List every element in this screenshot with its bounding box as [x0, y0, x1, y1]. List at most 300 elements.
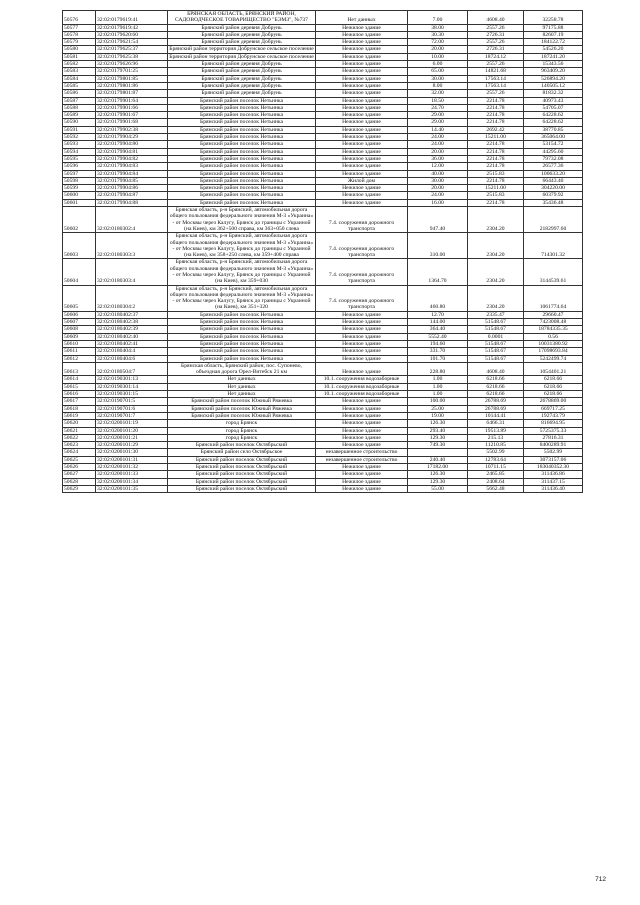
address-cell: Брянский район территория Добрунское сельское поселение	[169, 53, 314, 60]
cadastral-value-cell: 816694.95	[524, 420, 583, 427]
cadastral-number-cell: 32:02:0190701:5	[96, 398, 168, 405]
address-cell: Нет данных	[168, 376, 316, 383]
unit-value-cell: 4608.40	[468, 362, 524, 376]
row-number-cell: 50622	[63, 434, 96, 441]
cadastral-value-cell: 32258.78	[524, 11, 583, 25]
table-row	[63, 68, 583, 75]
row-number-cell: 50593	[63, 141, 96, 148]
object-type-cell: Нежилое здание	[316, 134, 408, 141]
row-number-cell: 50595	[63, 155, 96, 162]
row-number-cell: 50597	[63, 170, 96, 177]
object-type-cell: Нежилое здание	[316, 485, 408, 492]
object-type-cell: Нежилое здание	[316, 442, 408, 449]
address-cell: Нет данных	[168, 383, 316, 390]
cadastral-value-cell: 82607.19	[524, 31, 583, 38]
cadastral-number-cell: 32:02:0180303:3	[96, 233, 168, 259]
cadastral-value-cell: 1061774.64	[524, 285, 583, 311]
cadastral-number-cell: 32:02:0179904:85	[96, 177, 168, 184]
table-row	[63, 333, 583, 340]
address-cell: Брянская область, р-н Брянский, автомобильная дорога общего пользования федерального значения М-3 «Украина» - от Москвы через Калугу, Брянск до границы с Украиной (на Киев), км 351+320	[168, 285, 316, 311]
address-cell: Брянский район поселок Октябрьский	[168, 485, 316, 492]
object-type-cell: Нежилое здание	[316, 104, 408, 111]
unit-value-cell: 4608.40	[468, 11, 524, 25]
area-cell: 100.00	[408, 398, 468, 405]
cadastral-value-cell: 7423008.48	[524, 319, 583, 326]
cadastral-number-cell: 32:02:0179901:66	[96, 104, 168, 111]
area-cell	[408, 449, 468, 456]
cadastral-number-cell: 32:02:0179626:96	[96, 61, 168, 68]
area-cell: 293.40	[408, 427, 468, 434]
cadastral-value-cell: 54526.20	[524, 46, 583, 53]
cadastral-value-cell: 54705.07	[524, 104, 583, 111]
area-cell: 12.70	[408, 311, 468, 318]
cadastral-number-cell: 32:02:0180402:39	[96, 326, 168, 333]
cadastral-value-cell: 183040352.30	[524, 464, 583, 471]
unit-value-cell: 5502.99	[468, 449, 524, 456]
cadastral-number-cell: 32:02:0200101:33	[96, 471, 168, 478]
row-number-cell: 50578	[63, 31, 96, 38]
row-number-cell: 50627	[63, 471, 96, 478]
address-cell: Брянский район поселок Нетьинка	[168, 112, 316, 119]
table-row	[63, 405, 583, 412]
unit-value-cell: 10711.15	[468, 464, 524, 471]
cadastral-number-cell: 32:02:0179904:29	[96, 134, 168, 141]
address-cell: город Брянск	[168, 427, 316, 434]
object-type-cell: Нежилое здание	[316, 319, 408, 326]
address-cell: Брянский район поселок Октябрьский	[168, 464, 316, 471]
row-number-cell: 50623	[63, 442, 96, 449]
cadastral-value-cell: 27816.31	[524, 434, 583, 441]
table-row	[63, 207, 583, 233]
table-row	[63, 11, 583, 25]
table-row	[63, 46, 583, 53]
area-cell: 1364.70	[408, 259, 468, 285]
cadastral-number-cell: 32:02:0180402:41	[96, 340, 168, 347]
table-row	[63, 456, 583, 463]
address-cell: Брянский район поселок Октябрьский	[168, 478, 316, 485]
unit-value-cell: 6466.31	[468, 420, 524, 427]
object-type-cell: Нежилое здание	[316, 192, 408, 199]
address-cell: город Брянск	[168, 420, 316, 427]
area-cell: 18.50	[408, 97, 468, 104]
table-row	[63, 442, 583, 449]
row-number-cell: 50610	[63, 340, 96, 347]
area-cell: 14.40	[408, 126, 468, 133]
object-type-cell: 10.1. сооружения водозаборные	[316, 391, 408, 398]
cadastral-value-cell: 526894.20	[524, 75, 583, 82]
table-row	[63, 383, 583, 390]
unit-value-cell: 11210.85	[468, 442, 524, 449]
area-cell: 7.00	[408, 11, 468, 25]
cadastral-number-cell: 32:02:0190301:14	[96, 383, 168, 390]
table-row	[63, 362, 583, 376]
address-cell: Брянский район поселок Нетьинка	[168, 348, 316, 355]
unit-value-cell: 2557.26	[468, 61, 524, 68]
object-type-cell: Нежилое здание	[316, 31, 408, 38]
unit-value-cell: 2408.64	[468, 478, 524, 485]
address-cell: Брянский район деревня Добрунь	[168, 68, 316, 75]
address-cell: Брянский район поселок Нетьинка	[168, 141, 316, 148]
cadastral-number-cell: 32:02:0179904:86	[96, 185, 168, 192]
row-number-cell: 50626	[63, 464, 96, 471]
cadastral-value-cell: 64228.62	[524, 119, 583, 126]
row-number-cell: 50581	[63, 53, 96, 60]
object-type-cell: Нежилое здание	[316, 362, 408, 376]
area-cell: 240.40	[408, 456, 468, 463]
address-cell: Брянский район деревня Добрунь	[168, 75, 316, 82]
row-number-cell: 50585	[63, 82, 96, 89]
object-type-cell: Нежилое здание	[316, 24, 408, 31]
row-number-cell: 50605	[63, 285, 96, 311]
row-number-cell: 50604	[63, 259, 96, 285]
row-number-cell: 50590	[63, 119, 96, 126]
area-cell: 24.00	[408, 141, 468, 148]
address-cell: Брянская область, р-н Брянский, автомобильная дорога общего пользования федерального значения М-3 «Украина» - от Москвы через Калугу, Брянск до границы с Украиной (на Киев), км 362+500 справа, км 363+050 слева	[168, 207, 316, 233]
row-number-cell: 50613	[63, 362, 96, 376]
cadastral-value-cell: 184122.72	[524, 39, 583, 46]
object-type-cell: 7.4. сооружения дорожного транспорта	[316, 259, 408, 285]
object-type-cell: Нежилое здание	[316, 471, 408, 478]
area-cell: 25.00	[408, 405, 468, 412]
address-cell: Брянский район поселок Октябрьский	[168, 471, 316, 478]
row-number-cell: 50612	[63, 355, 96, 362]
row-number-cell: 50602	[63, 207, 96, 233]
cadastral-number-cell: 32:02:0200101:21	[96, 434, 168, 441]
object-type-cell: Нежилое здание	[316, 46, 408, 53]
address-cell: Брянская область, р-н Брянский, автомобильная дорога общего пользования федерального значения М-3 «Украина» - от Москвы через Калугу, Брянск до границы с Украиной (на Киев), км 358+250 слева, км 359+400 справа	[168, 233, 316, 259]
cadastral-number-cell: 32:02:0179901:67	[96, 112, 168, 119]
area-cell: 36.00	[408, 155, 468, 162]
object-type-cell: Нежилое здание	[316, 427, 408, 434]
row-number-cell: 50603	[63, 233, 96, 259]
row-number-cell: 50596	[63, 163, 96, 170]
object-type-cell: Нежилое здание	[316, 405, 408, 412]
table-row	[63, 126, 583, 133]
area-cell: 749.30	[408, 442, 468, 449]
row-number-cell: 50618	[63, 405, 96, 412]
row-number-cell: 50588	[63, 104, 96, 111]
row-number-cell: 50628	[63, 478, 96, 485]
unit-value-cell: 2726.31	[468, 31, 524, 38]
row-number-cell: 50625	[63, 456, 96, 463]
address-cell: Брянский район поселок Нетьинка	[168, 355, 316, 362]
table-row	[63, 192, 583, 199]
table-row	[63, 112, 583, 119]
cadastral-number-cell: 32:02:0190301:15	[96, 391, 168, 398]
cadastral-value-cell: 10031380.92	[524, 340, 583, 347]
cadastral-value-cell: 187241.20	[524, 53, 583, 60]
object-type-cell: Жилой дом	[316, 177, 408, 184]
unit-value-cell: 51548.67	[468, 340, 524, 347]
unit-value-cell: 2692.42	[468, 126, 524, 133]
page-number: 712	[595, 876, 606, 883]
unit-value-cell: 6218.66	[468, 383, 524, 390]
cadastral-number-cell: 32:02:0179904:82	[96, 155, 168, 162]
table-row	[63, 340, 583, 347]
cadastral-value-cell: 35436.48	[524, 199, 583, 206]
area-cell: 30.00	[408, 75, 468, 82]
cadastral-number-cell: 32:02:0179904:88	[96, 199, 168, 206]
address-cell: Брянский район поселок Нетьинка	[168, 199, 316, 206]
address-cell: Брянский район деревня Добрунь	[168, 24, 316, 31]
cadastral-value-cell: 311437.15	[524, 478, 583, 485]
address-cell: Брянский район село Октябрьское	[168, 449, 316, 456]
table-row	[63, 199, 583, 206]
row-number-cell: 50600	[63, 192, 96, 199]
address-cell: БРЯНСКАЯ ОБЛАСТЬ, БРЯНСКИЙ РАЙОН, САДОВОДЧЕСКОЕ ТОВАРИЩЕСТВО "БЭМЗ", №737	[168, 11, 316, 25]
area-cell: 29.00	[408, 119, 468, 126]
address-cell: Брянский район поселок Нетьинка	[168, 311, 316, 318]
cadastral-number-cell: 32:02:0200101:35	[96, 485, 168, 492]
table-row	[63, 355, 583, 362]
row-number-cell: 50606	[63, 311, 96, 318]
cadastral-table	[62, 10, 583, 493]
table-row	[63, 427, 583, 434]
unit-value-cell: 2515.83	[468, 192, 524, 199]
table-row	[63, 319, 583, 326]
address-cell: Брянская область, Брянский район, пос. Супонево, объездная дорога Орел-Витебск 21 км	[168, 362, 316, 376]
cadastral-number-cell: 32:02:0180402:40	[96, 333, 168, 340]
address-cell: Брянский район поселок Нетьинка	[168, 192, 316, 199]
unit-value-cell: 15211.00	[468, 134, 524, 141]
cadastral-value-cell: 0.56	[524, 333, 583, 340]
area-cell: 19.00	[408, 412, 468, 419]
object-type-cell: Нежилое здание	[316, 434, 408, 441]
cadastral-number-cell: 32:02:0179625:37	[96, 46, 168, 53]
object-type-cell: Нежилое здание	[316, 398, 408, 405]
cadastral-number-cell: 32:02:0179904:87	[96, 192, 168, 199]
area-cell: 17182.00	[408, 464, 468, 471]
row-number-cell: 50576	[63, 11, 96, 25]
area-cell: 20.00	[408, 185, 468, 192]
object-type-cell: Нежилое здание	[316, 170, 408, 177]
unit-value-cell: 2214.78	[468, 97, 524, 104]
cadastral-number-cell: 32:02:0180504:7	[96, 362, 168, 376]
address-cell: Брянский район деревня Добрунь	[168, 82, 316, 89]
area-cell: 65.00	[408, 68, 468, 75]
unit-value-cell: 2557.26	[468, 90, 524, 97]
object-type-cell: Нежилое здание	[316, 478, 408, 485]
address-cell: Брянский район поселок Нетьинка	[168, 155, 316, 162]
unit-value-cell: 2465.85	[468, 471, 524, 478]
table-row	[63, 311, 583, 318]
table-row	[63, 449, 583, 456]
address-cell: Брянский район поселок Нетьинка	[168, 148, 316, 155]
object-type-cell: Нежилое здание	[316, 464, 408, 471]
unit-value-cell: 12783.64	[468, 456, 524, 463]
table-row	[63, 434, 583, 441]
cadastral-value-cell: 17098693.84	[524, 348, 583, 355]
cadastral-number-cell: 32:02:0179625:38	[96, 53, 168, 60]
cadastral-value-cell: 669717.25	[524, 405, 583, 412]
object-type-cell: Нежилое здание	[316, 163, 408, 170]
object-type-cell: Нежилое здание	[316, 53, 408, 60]
row-number-cell: 50608	[63, 326, 96, 333]
table-row	[63, 155, 583, 162]
row-number-cell: 50621	[63, 427, 96, 434]
object-type-cell: 7.4. сооружения дорожного транспорта	[316, 207, 408, 233]
table-row	[63, 61, 583, 68]
unit-value-cell: 5662.48	[468, 485, 524, 492]
address-cell: Брянский район поселок Нетьинка	[168, 177, 316, 184]
row-number-cell: 50609	[63, 333, 96, 340]
address-cell: Брянский район поселок Октябрьский	[168, 442, 316, 449]
area-cell: 24.00	[408, 192, 468, 199]
cadastral-value-cell: 60379.92	[524, 192, 583, 199]
cadastral-value-cell: 3144539.61	[524, 259, 583, 285]
unit-value-cell: 2515.83	[468, 170, 524, 177]
address-cell: Брянский район поселок Нетьинка	[168, 134, 316, 141]
row-number-cell: 50577	[63, 24, 96, 31]
object-type-cell: 10.1. сооружения водозаборные	[316, 383, 408, 390]
table-row	[63, 104, 583, 111]
cadastral-number-cell: 32:02:0200101:30	[96, 449, 168, 456]
cadastral-number-cell: 32:02:0179904:83	[96, 163, 168, 170]
address-cell: Брянский район поселок Октябрьский	[168, 456, 316, 463]
cadastral-number-cell: 32:02:0190701:7	[96, 412, 168, 419]
unit-value-cell: 2335.47	[468, 311, 524, 318]
address-cell: Брянский район поселок Южный Ряжевка	[168, 412, 316, 419]
cadastral-number-cell: 32:02:0180303:4	[96, 259, 168, 285]
object-type-cell: Нежилое здание	[316, 82, 408, 89]
area-cell: 10.00	[408, 53, 468, 60]
area-cell: 40.00	[408, 170, 468, 177]
cadastral-number-cell: 32:02:0179801:86	[96, 82, 168, 89]
object-type-cell: Нежилое здание	[316, 355, 408, 362]
cadastral-number-cell: 32:02:0190701:6	[96, 405, 168, 412]
area-cell: 55.00	[408, 485, 468, 492]
table-row	[63, 177, 583, 184]
area-cell: 129.30	[408, 478, 468, 485]
row-number-cell: 50624	[63, 449, 96, 456]
cadastral-value-cell: 311436.86	[524, 471, 583, 478]
row-number-cell: 50620	[63, 420, 96, 427]
area-cell: 38.00	[408, 24, 468, 31]
table-row	[63, 391, 583, 398]
cadastral-number-cell: 32:02:0180402:37	[96, 311, 168, 318]
cadastral-value-cell: 81832.32	[524, 90, 583, 97]
address-cell: Брянский район поселок Нетьинка	[168, 97, 316, 104]
area-cell: 460.80	[408, 285, 468, 311]
table-row	[63, 148, 583, 155]
cadastral-value-cell: 38770.85	[524, 126, 583, 133]
row-number-cell: 50592	[63, 134, 96, 141]
address-cell: Брянский район деревня Добрунь	[168, 61, 316, 68]
unit-value-cell: 51548.67	[468, 355, 524, 362]
address-cell: Брянский район поселок Нетьинка	[168, 319, 316, 326]
cadastral-value-cell: 15343.56	[524, 61, 583, 68]
object-type-cell: 10.1. сооружения водозаборные	[316, 376, 408, 383]
address-cell: Брянский район поселок Нетьинка	[168, 126, 316, 133]
unit-value-cell: 19513.89	[468, 427, 524, 434]
row-number-cell: 50611	[63, 348, 96, 355]
object-type-cell: Нежилое здание	[316, 155, 408, 162]
table-row	[63, 90, 583, 97]
row-number-cell: 50615	[63, 383, 96, 390]
table-row	[63, 24, 583, 31]
table-row	[63, 420, 583, 427]
object-type-cell: Нежилое здание	[316, 185, 408, 192]
unit-value-cell: 51548.67	[468, 319, 524, 326]
unit-value-cell: 6218.66	[468, 391, 524, 398]
cadastral-number-cell: 32:02:0180404:6	[96, 355, 168, 362]
unit-value-cell: 2304.20	[468, 233, 524, 259]
cadastral-value-cell: 3073157.06	[524, 456, 583, 463]
area-cell: 101.70	[408, 355, 468, 362]
cadastral-value-cell: 2678869.00	[524, 398, 583, 405]
cadastral-number-cell: 32:02:0179904:84	[96, 170, 168, 177]
cadastral-value-cell: 1054401.21	[524, 362, 583, 376]
object-type-cell: Нежилое здание	[316, 126, 408, 133]
object-type-cell: Нет данных	[316, 11, 408, 25]
unit-value-cell: 2214.78	[468, 141, 524, 148]
unit-value-cell: 15211.00	[468, 185, 524, 192]
object-type-cell: Нежилое здание	[316, 420, 408, 427]
area-cell: 5552.40	[408, 333, 468, 340]
cadastral-value-cell: 29660.47	[524, 311, 583, 318]
cadastral-number-cell: 32:02:0179701:25	[96, 68, 168, 75]
cadastral-value-cell: 304220.00	[524, 185, 583, 192]
table-row	[63, 464, 583, 471]
cadastral-value-cell: 192743.79	[524, 412, 583, 419]
unit-value-cell: 26788.69	[468, 405, 524, 412]
cadastral-value-cell: 140505.12	[524, 82, 583, 89]
address-cell: Брянский район деревня Добрунь	[168, 31, 316, 38]
unit-value-cell: 2304.20	[468, 285, 524, 311]
area-cell: 947.40	[408, 207, 468, 233]
unit-value-cell: 6218.66	[468, 376, 524, 383]
area-cell: 16.00	[408, 199, 468, 206]
document-page	[62, 10, 582, 493]
area-cell: 310.00	[408, 233, 468, 259]
cadastral-value-cell: 6218.66	[524, 391, 583, 398]
cadastral-value-cell: 963409.20	[524, 68, 583, 75]
cadastral-number-cell: 32:02:0179619:42	[96, 24, 168, 31]
address-cell: Брянский район поселок Нетьинка	[168, 185, 316, 192]
table-row	[63, 82, 583, 89]
area-cell: 228.80	[408, 362, 468, 376]
unit-value-cell: 0.0001	[468, 333, 524, 340]
table-row	[63, 398, 583, 405]
cadastral-number-cell: 32:02:0200101:29	[96, 442, 168, 449]
table-row	[63, 285, 583, 311]
table-row	[63, 119, 583, 126]
object-type-cell: Нежилое здание	[316, 39, 408, 46]
row-number-cell: 50586	[63, 90, 96, 97]
object-type-cell: Нежилое здание	[316, 340, 408, 347]
cadastral-number-cell: 32:02:0179901:64	[96, 97, 168, 104]
address-cell: Брянский район деревня Добрунь	[168, 90, 316, 97]
unit-value-cell: 18724.12	[468, 53, 524, 60]
unit-value-cell: 2214.78	[468, 155, 524, 162]
object-type-cell: Нежилое здание	[316, 112, 408, 119]
cadastral-number-cell: 32:02:0180402:38	[96, 319, 168, 326]
object-type-cell: незавершенное строительство	[316, 456, 408, 463]
address-cell: Брянский район поселок Нетьинка	[168, 119, 316, 126]
unit-value-cell: 17563.14	[468, 82, 524, 89]
object-type-cell: Нежилое здание	[316, 141, 408, 148]
table-row	[63, 326, 583, 333]
address-cell: Брянская область, р-н Брянский, автомобильная дорога общего пользования федерального значения М-3 «Украина» - от Москвы через Калугу, Брянск до границы с Украиной (на Киев), км 359+030	[168, 259, 316, 285]
cadastral-number-cell: 32:02:0179901:68	[96, 119, 168, 126]
object-type-cell: Нежилое здание	[316, 97, 408, 104]
area-cell: 8.00	[408, 82, 468, 89]
table-row	[63, 259, 583, 285]
cadastral-number-cell: 32:02:0179621:54	[96, 39, 168, 46]
object-type-cell: Нежилое здание	[316, 348, 408, 355]
table-row	[63, 39, 583, 46]
cadastral-number-cell: 32:02:0179904:80	[96, 141, 168, 148]
